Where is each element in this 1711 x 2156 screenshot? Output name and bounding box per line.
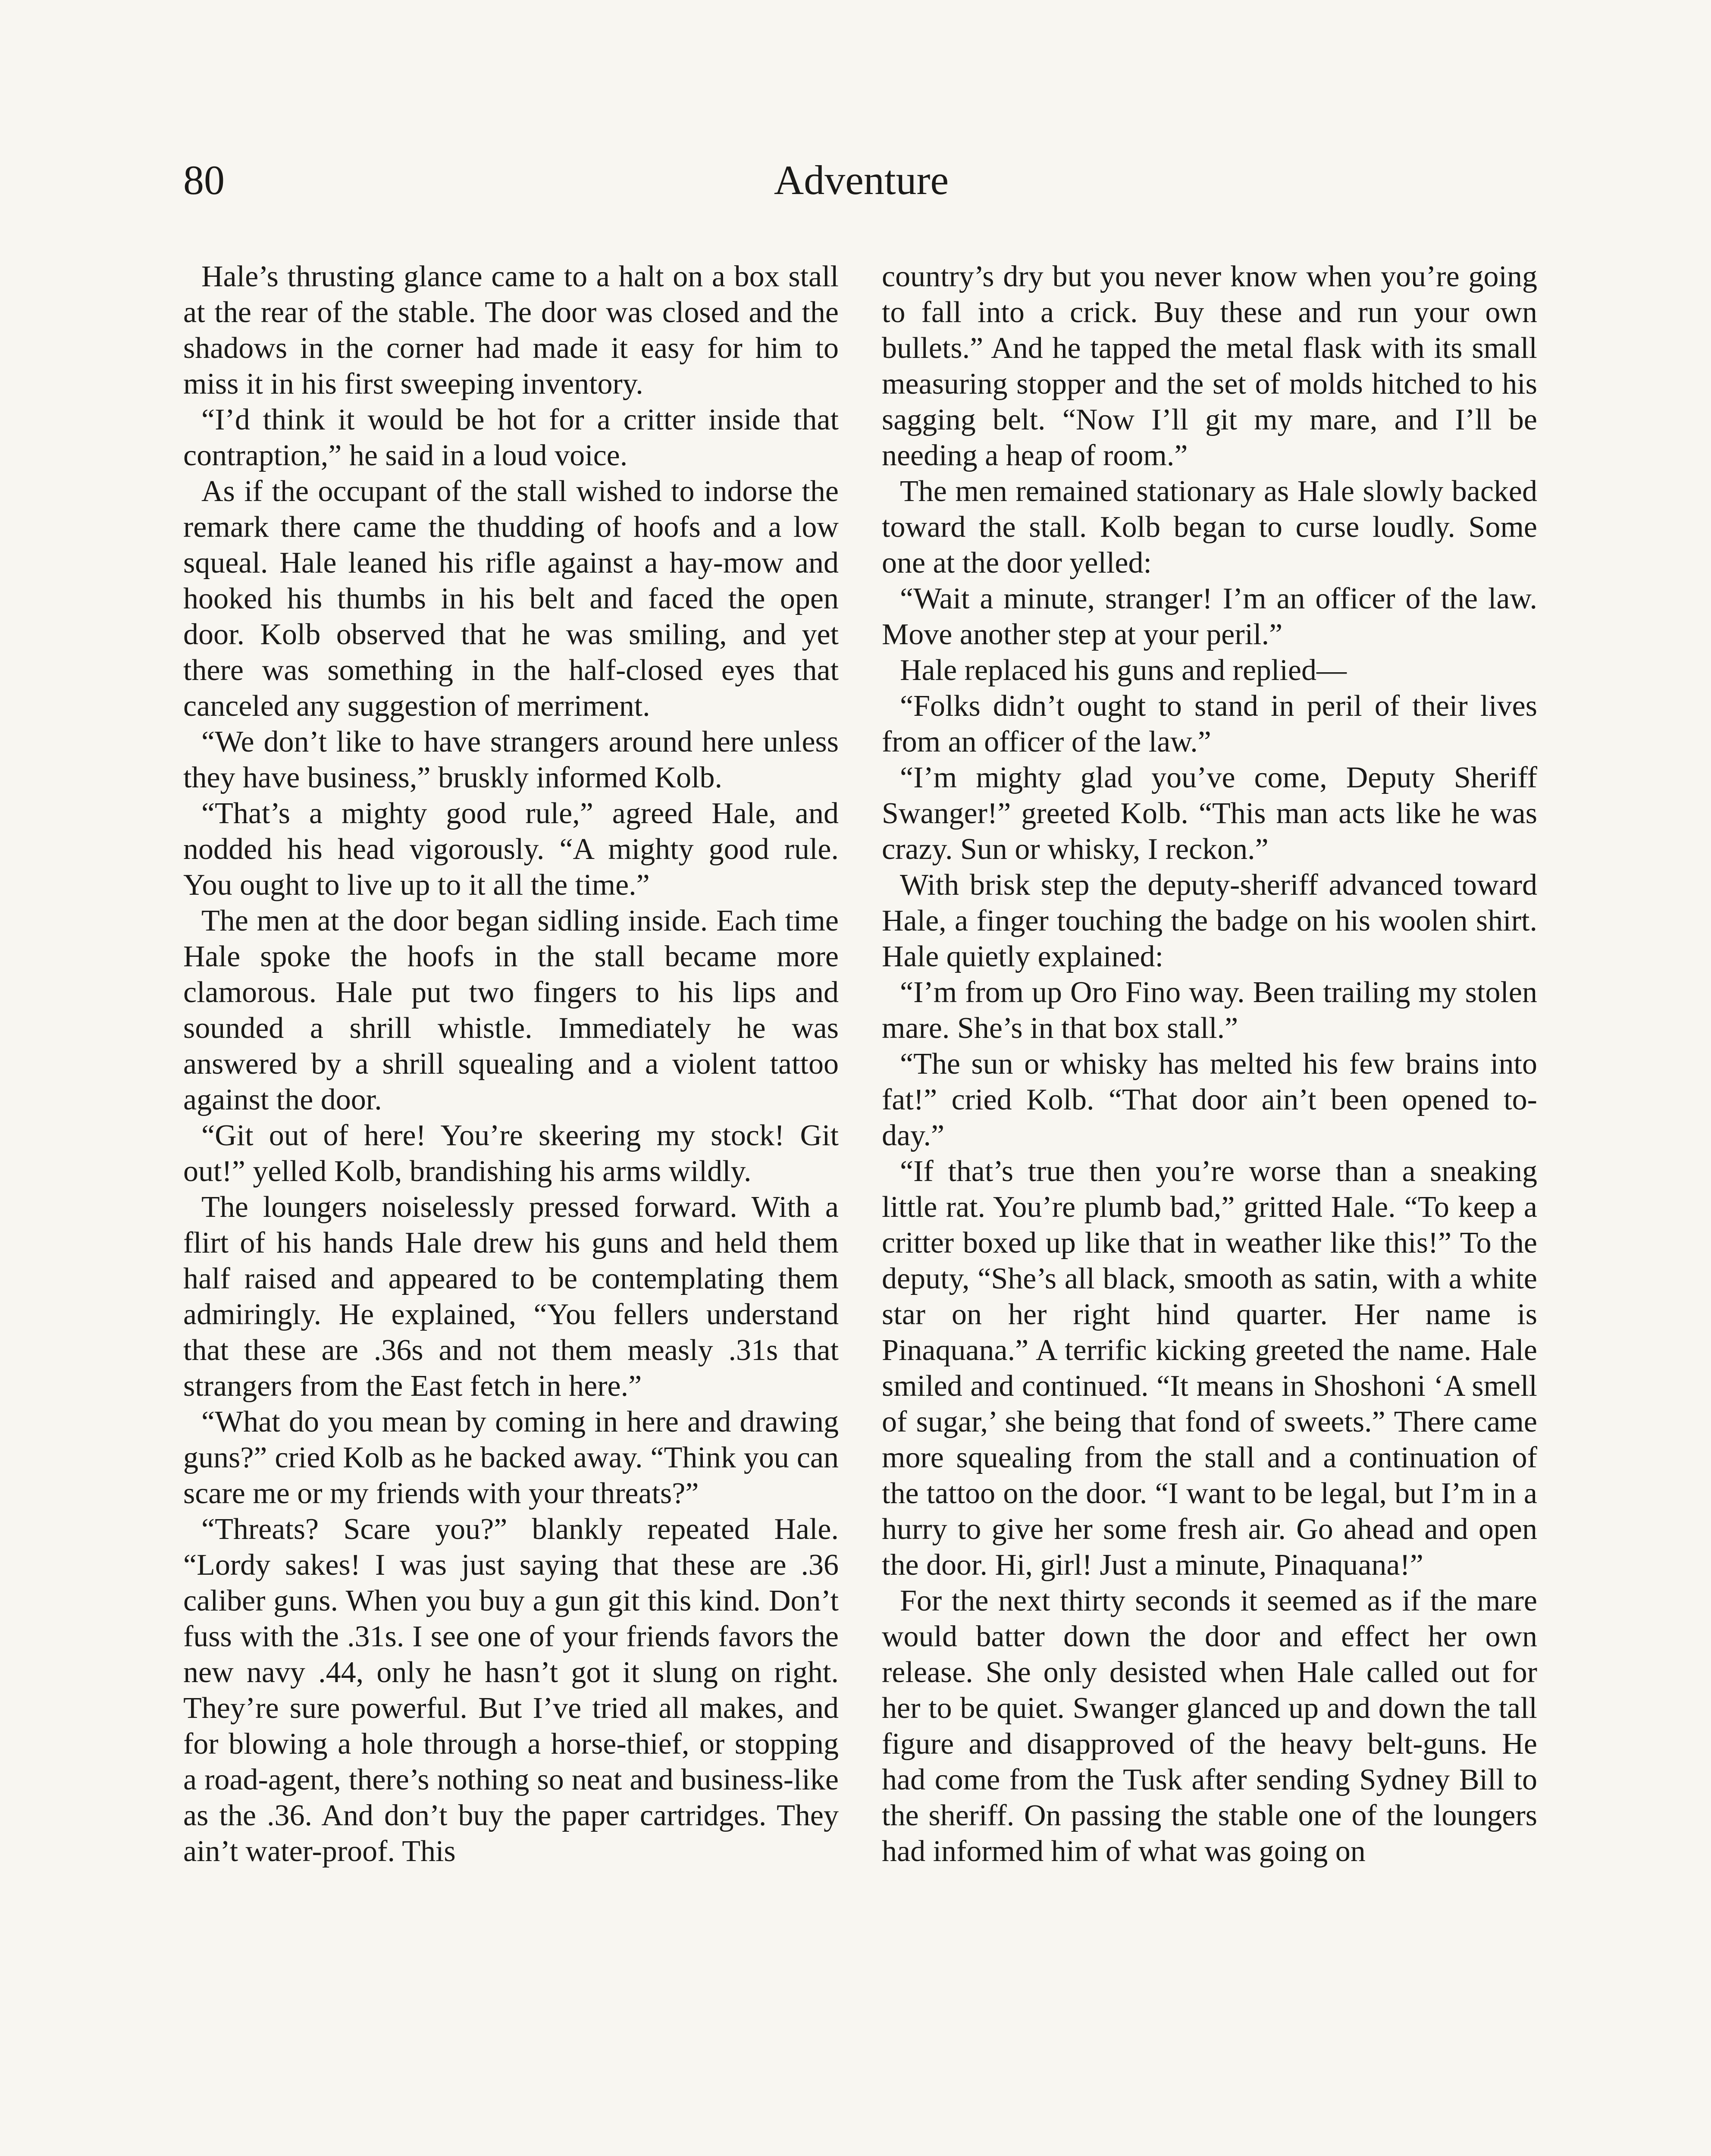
paragraph: For the next thirty seconds it seemed as if the mare would batter down the door and effect her own release. She only desisted when Hale called out for her to be quiet. Swanger glanced up and down the tall figure and disapproved of the heavy belt-guns. He had come from the Tusk after sending Sydney Bill to the sheriff. On passing the stable one of the loungers had informed him of what was going on: [882, 1584, 1537, 1868]
paragraph: As if the occupant of the stall wished to indorse the remark there came the thudding of hoofs and a low squeal. Hale leaned his rifle against a hay-mow and hooked his thumbs in his belt and faced the open door. Kolb observed that he was smiling, and yet there was something in the half-closed eyes that canceled any suggestion of merriment.: [183, 475, 839, 723]
page-header: [183, 157, 1539, 229]
paragraph: “Wait a minute, stranger! I’m an officer of the law. Move another step at your peril.”: [882, 582, 1537, 651]
paragraph: Hale replaced his guns and replied—: [900, 654, 1347, 687]
paragraph: “The sun or whisky has melted his few brains into fat!” cried Kolb. “That door ain’t been opened to-day.”: [882, 1047, 1537, 1152]
page-number: 80: [183, 157, 225, 203]
paragraph: “I’d think it would be hot for a critter inside that contraption,” he said in a loud voice.: [183, 403, 839, 472]
paragraph: country’s dry but you never know when you’re going to fall into a crick. Buy these and run your own bullets.” And he tapped the metal flask with its small measuring stopper and the set of molds hitched to his sagging belt. “Now I’ll git my mare, and I’ll be needing a heap of room.”: [882, 260, 1537, 472]
paragraph: “What do you mean by coming in here and drawing guns?” cried Kolb as he backed away. “Think you can scare me or my friends with your threats?”: [183, 1405, 839, 1510]
paragraph: “Folks didn’t ought to stand in peril of their lives from an officer of the law.”: [882, 689, 1537, 758]
running-title: Adventure: [774, 157, 949, 203]
paragraph: “I’m from up Oro Fino way. Been trailing my stolen mare. She’s in that box stall.”: [882, 976, 1537, 1045]
paragraph: “I’m mighty glad you’ve come, Deputy Sheriff Swanger!” greeted Kolb. “This man acts like he was crazy. Sun or whisky, I reckon.”: [882, 761, 1537, 866]
paragraph: The men remained stationary as Hale slowly backed toward the stall. Kolb began to curse loudly. Some one at the door yelled:: [882, 475, 1537, 580]
paragraph: With brisk step the deputy-sheriff advanced toward Hale, a finger touching the badge on his woolen shirt. Hale quietly explained:: [882, 868, 1537, 973]
paragraph: “Threats? Scare you?” blankly repeated Hale. “Lordy sakes! I was just saying that these are .36 caliber guns. When you buy a gun git this kind. Don’t fuss with the .31s. I see one of your friends favors the new navy .44, only he hasn’t got it slung on right. They’re sure powerful. But I’ve tried all makes, and for blowing a hole through a horse-thief, or stopping a road-agent, there’s nothing so neat and business-like as the .36. And don’t buy the paper cartridges. They ain’t water-proof. This: [183, 1513, 839, 1868]
paragraph: “Git out of here! You’re skeering my stock! Git out!” yelled Kolb, brandishing his arms wildly.: [183, 1119, 839, 1188]
left-column: [183, 259, 839, 1869]
paragraph: The men at the door began sidling inside. Each time Hale spoke the hoofs in the stall became more clamorous. Hale put two fingers to his lips and sounded a shrill whistle. Immediately he was answered by a shrill squealing and a violent tattoo against the door.: [183, 904, 839, 1116]
paragraph: “We don’t like to have strangers around here unless they have business,” bruskly informed Kolb.: [183, 725, 839, 794]
right-column: [882, 259, 1537, 1869]
paragraph: “That’s a mighty good rule,” agreed Hale, and nodded his head vigorously. “A mighty good rule. You ought to live up to it all the time.”: [183, 797, 839, 902]
paragraph: “If that’s true then you’re worse than a sneaking little rat. You’re plumb bad,” gritted Hale. “To keep a critter boxed up like that in weather like this!” To the deputy, “She’s all black, smooth as satin, with a white star on her right hind quarter. Her name is Pinaquana.” A terrific kicking greeted the name. Hale smiled and continued. “It means in Shoshoni ‘A smell of sugar,’ she being that fond of sweets.” There came more squealing from the stall and a continuation of the tattoo on the door. “I want to be legal, but I’m in a hurry to give her some fresh air. Go ahead and open the door. Hi, girl! Just a minute, Pinaquana!”: [882, 1155, 1537, 1582]
paragraph: Hale’s thrusting glance came to a halt on a box stall at the rear of the stable. The door was closed and the shadows in the corner had made it easy for him to miss it in his first sweeping inventory.: [183, 260, 839, 401]
paragraph: The loungers noiselessly pressed forward. With a flirt of his hands Hale drew his guns and held them half raised and appeared to be contemplating them admiringly. He explained, “You fellers understand that these are .36s and not them measly .31s that strangers from the East fetch in here.”: [183, 1191, 839, 1403]
